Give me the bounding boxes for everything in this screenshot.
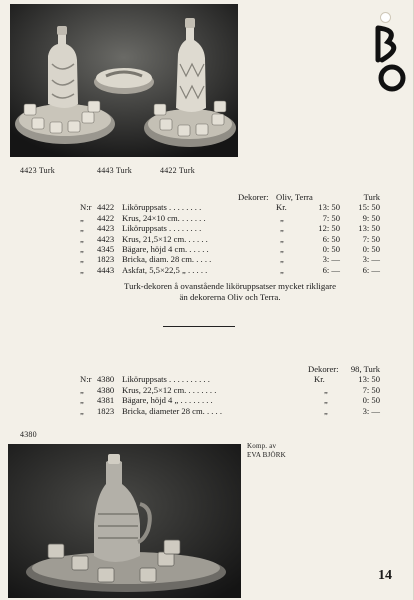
row-number: 1823 (97, 254, 115, 265)
table-row (80, 374, 380, 384)
row-description: Liköruppsats . . . . . . . . (122, 223, 202, 234)
row-price-1: 6: — (322, 264, 340, 275)
table-row (80, 265, 380, 275)
row-prefix: „ (80, 212, 84, 223)
caption-4422: 4422 Turk (160, 166, 195, 175)
row-prefix: „ (80, 243, 84, 254)
header-col1: Oliv, Terra (276, 192, 313, 202)
table-row (80, 406, 380, 416)
table-row (80, 395, 380, 405)
page-number: 14 (378, 568, 392, 583)
bo-logo-icon (372, 20, 408, 100)
row-number: 1823 (97, 405, 115, 416)
row-prefix: „ (80, 223, 84, 234)
row-quote: Kr. (276, 202, 287, 213)
row-quote: „ (324, 384, 328, 395)
price-table-2 (80, 364, 380, 416)
note-line-2: än dekorerna Oliv och Terra. (179, 292, 281, 302)
top-product-photo (10, 4, 238, 157)
row-price-1: 0: 50 (322, 243, 340, 254)
table-header (80, 364, 380, 374)
row-description: Liköruppsats . . . . . . . . . . (122, 374, 210, 385)
table-row (80, 234, 380, 244)
row-number: 4381 (97, 395, 115, 406)
note-line-1: Turk-dekoren å ovanstående liköruppsatser mycket rikligare (124, 281, 336, 291)
table-row (80, 213, 380, 223)
row-prefix: „ (80, 395, 84, 406)
row-price-2: 3: — (362, 254, 380, 265)
row-price-2: 15: 50 (358, 202, 380, 213)
row-quote: „ (280, 243, 284, 254)
row-description: Askfat, 5,5×22,5 „ . . . . . (122, 264, 208, 275)
row-price-1: 3: — (322, 254, 340, 265)
credit-line-1: Komp. av (247, 442, 277, 450)
row-price-1: 7: 50 (322, 212, 340, 223)
designer-credit (247, 442, 286, 460)
caption-4423: 4423 Turk (20, 166, 55, 175)
row-price: 0: 50 (362, 395, 380, 406)
row-price-2: 13: 50 (358, 223, 380, 234)
row-description: Krus, 24×10 cm. . . . . . . (122, 212, 206, 223)
bottom-photo-label: 4380 (20, 430, 37, 439)
row-quote: „ (280, 223, 284, 234)
row-quote: „ (280, 254, 284, 265)
table-row (80, 254, 380, 264)
row-prefix: „ (80, 384, 84, 395)
row-description: Krus, 21,5×12 cm. . . . . . (122, 233, 208, 244)
header-label: Dekorer: (238, 192, 269, 202)
decor-note (80, 281, 380, 303)
caption-4443: 4443 Turk (97, 166, 132, 175)
row-price-2: 7: 50 (362, 233, 380, 244)
row-description: Bricka, diameter 28 cm. . . . . (122, 405, 222, 416)
row-price-1: 13: 50 (318, 202, 340, 213)
table-header (80, 192, 380, 202)
row-number: 4345 (97, 243, 115, 254)
row-prefix: „ (80, 254, 84, 265)
table-row (80, 385, 380, 395)
row-description: Bägare, höjd 4 cm. . . . . . (122, 243, 209, 254)
row-price-2: 0: 50 (362, 243, 380, 254)
row-prefix: „ (80, 264, 84, 275)
row-description: Krus, 22,5×12 cm. . . . . . . . (122, 384, 217, 395)
bottom-product-photo (8, 444, 241, 598)
row-price-2: 6: — (362, 264, 380, 275)
row-price: 3: — (362, 405, 380, 416)
row-quote: Kr. (314, 374, 325, 385)
header-col: 98, Turk (350, 364, 380, 374)
row-number: 4422 (97, 212, 115, 223)
row-price-1: 12: 50 (318, 223, 340, 234)
row-description: Liköruppsats . . . . . . . . (122, 202, 202, 213)
row-price: 7: 50 (362, 384, 380, 395)
table-row (80, 244, 380, 254)
table-row (80, 223, 380, 233)
header-col2: Turk (363, 192, 380, 202)
row-number: 4380 (97, 374, 115, 385)
row-number: 4423 (97, 233, 115, 244)
credit-line-2: EVA BJÖRK (247, 451, 286, 459)
price-table-1 (80, 192, 380, 275)
row-prefix: „ (80, 233, 84, 244)
row-description: Bricka, diam. 28 cm. . . . . (122, 254, 212, 265)
row-price-1: 6: 50 (322, 233, 340, 244)
row-prefix: N:r (80, 202, 92, 213)
row-quote: „ (280, 233, 284, 244)
section-divider (163, 326, 235, 327)
row-prefix: N:r (80, 374, 92, 385)
header-label: Dekorer: (308, 364, 339, 374)
row-prefix: „ (80, 405, 84, 416)
row-quote: „ (280, 212, 284, 223)
row-price-2: 9: 50 (362, 212, 380, 223)
row-number: 4423 (97, 223, 115, 234)
row-quote: „ (324, 405, 328, 416)
row-number: 4422 (97, 202, 115, 213)
row-number: 4443 (97, 264, 115, 275)
row-quote: „ (280, 264, 284, 275)
row-quote: „ (324, 395, 328, 406)
row-number: 4380 (97, 384, 115, 395)
row-price: 13: 50 (358, 374, 380, 385)
table-row (80, 202, 380, 212)
row-description: Bägare, höjd 4 „ . . . . . . . . (122, 395, 213, 406)
